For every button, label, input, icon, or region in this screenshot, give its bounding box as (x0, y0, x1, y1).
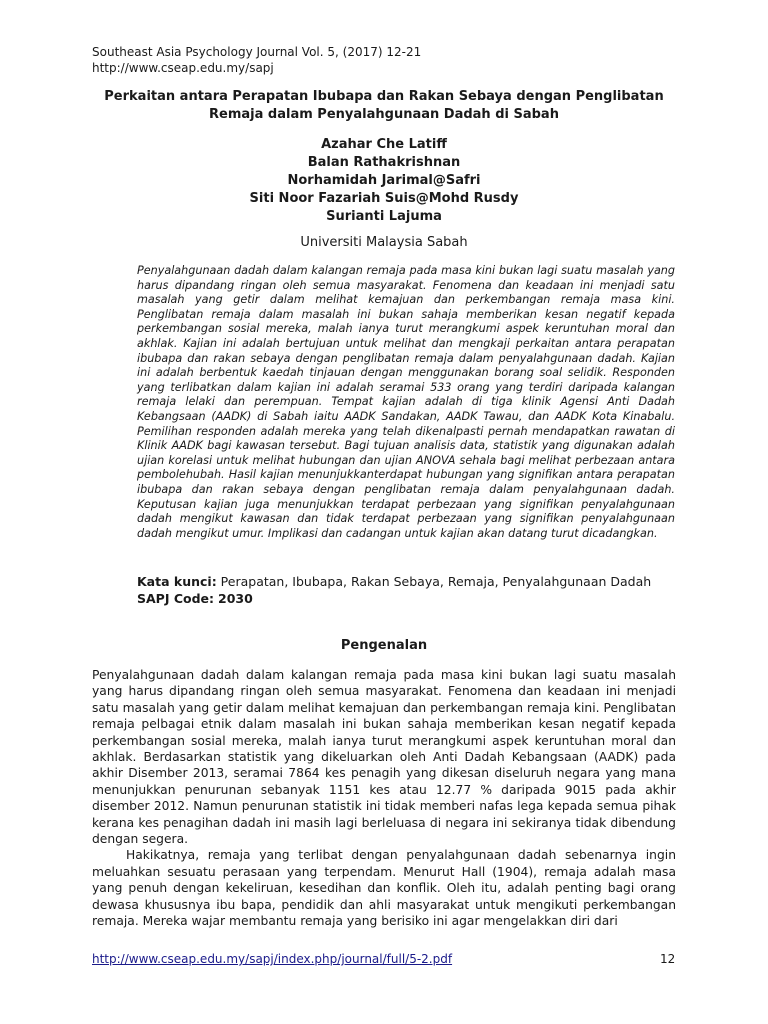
footer-link[interactable]: http://www.cseap.edu.my/sapj/index.php/journal/full/5-2.pdf (92, 952, 453, 966)
paper-title-line-1: Perkaitan antara Perapatan Ibubapa dan Rakan Sebaya dengan Penglibatan (104, 89, 664, 104)
keywords-label: Kata kunci: (137, 574, 217, 589)
author-name: Azahar Che Latiff (321, 137, 447, 152)
section-body (92, 667, 676, 930)
body-paragraph: Penyalahgunaan dadah dalam kalangan remaja pada masa kini bukan lagi suatu masalah yang harus dipandang ringan oleh semua masyarakat. Fenomena dan keadaan ini menjadi satu masalah yang getir dalam melihat kemajuan dan perkembangan remaja kini. Penglibatan remaja pelbagai etnik dalam masalah ini bukan sahaja memberikan kesan negatif kepada perkembangan sosial mereka, malah ianya turut merangkumi aspek keruntuhan moral dan akhlak. Berdasarkan statistik yang dikeluarkan oleh Anti Dadah Kebangsaan (AADK) pada akhir Disember 2013, seramai 7864 kes penagih yang dikesan diseluruh negara yang mana menunjukkan penurunan sebanyak 1151 kes atau 12.77 % daripada 9015 pada akhir disember 2012. Namun penurunan statistik ini tidak memberi nafas lega kepada semua pihak kerana kes penagihan dadah ini masih lagi berleluasa di negara ini sekiranya tidak dibendung dengan segera. (92, 668, 676, 847)
author-name: Balan Rathakrishnan (307, 155, 461, 170)
author-name: Surianti Lajuma (326, 209, 442, 224)
author-name: Norhamidah Jarimal@Safri (287, 173, 481, 188)
author-list (60, 136, 708, 226)
affiliation: Universiti Malaysia Sabah (300, 235, 468, 250)
journal-url: http://www.cseap.edu.my/sapj (92, 61, 274, 75)
journal-citation: Southeast Asia Psychology Journal Vol. 5, (2017) 12-21 (92, 45, 422, 59)
keywords-line (137, 573, 697, 590)
abstract: Penyalahgunaan dadah dalam kalangan remaja pada masa kini bukan lagi suatu masalah yang harus dipandang ringan oleh semua masyarakat. Fenomena dan keadaan ini menjadi satu masalah yang getir dalam melihat kemajuan dan perkembangan remaja masa kini. Penglibatan remaja dalam masalah ini bukan sahaja memberikan kesan negatif kepada perkembangan sosial mereka, malah ianya turut merangkumi aspek keruntuhan moral dan akhlak. Kajian ini adalah bertujuan untuk melihat dan mengkaji perkaitan antara perapatan ibubapa dan rakan sebaya dengan penglibatan remaja dalam penyalahgunaan dadah. Kajian ini adalah berbentuk kaedah tinjauan dengan menggunakan borang soal selidik. Responden yang terlibatkan dalam kajian ini adalah seramai 533 orang yang terdiri daripada kalangan remaja lelaki dan perempuan. Tempat kajian adalah di tiga klinik Agensi Anti Dadah Kebangsaan (AADK) di Sabah iaitu AADK Sandakan, AADK Tawau, dan AADK Kota Kinabalu. Pemilihan responden adalah mereka yang telah dikenalpasti pernah mendapatkan rawatan di Klinik AADK bagi kawasan tersebut. Bagi tujuan analisis data, statistik yang digunakan adalah ujian korelasi untuk melihat hubungan dan ujian ANOVA sehala bagi melihat perbezaan antara pembolehubah. Hasil kajian menunjukkanterdapat hubungan yang signifikan antara perapatan ibubapa dan rakan sebaya dengan penglibatan remaja dalam penyalahgunaan dadah. Keputusan kajian juga menunjukkan terdapat perbezaan yang signifikan penyalahgunaan dadah mengikut kawasan dan tidak terdapat perbezaan yang signifikan penyalahgunaan dadah mengikut umur. Implikasi dan cadangan untuk kajian akan datang turut dicadangkan. (137, 264, 675, 540)
keywords-text: Perapatan, Ibubapa, Rakan Sebaya, Remaja, Penyalahgunaan Dadah (220, 574, 652, 589)
body-paragraph: Hakikatnya, remaja yang terlibat dengan penyalahgunaan dadah sebenarnya ingin meluahkan sesuatu perasaan yang terpendam. Menurut Hall (1904), remaja adalah masa yang penuh dengan kekeliruan, kesedihan dan konflik. Oleh itu, adalah penting bagi orang dewasa khususnya ibu bapa, pendidik dan ahli masyarakat untuk mengikuti perkembangan remaja. Mereka wajar membantu remaja yang berisiko ini agar mengelakkan diri dari (92, 848, 676, 929)
sapj-code-label: SAPJ Code: (137, 591, 215, 606)
paper-title-line-2: Remaja dalam Penyalahgunaan Dadah di Sabah (209, 107, 559, 122)
sapj-code-value: 2030 (218, 591, 253, 606)
sapj-code-line (137, 590, 697, 607)
section-heading: Pengenalan (340, 638, 428, 653)
author-name: Siti Noor Fazariah Suis@Mohd Rusdy (249, 191, 519, 206)
paper-title (60, 88, 708, 124)
page-number: 12 (660, 952, 676, 966)
journal-header (92, 44, 421, 76)
keywords-block (137, 573, 697, 607)
